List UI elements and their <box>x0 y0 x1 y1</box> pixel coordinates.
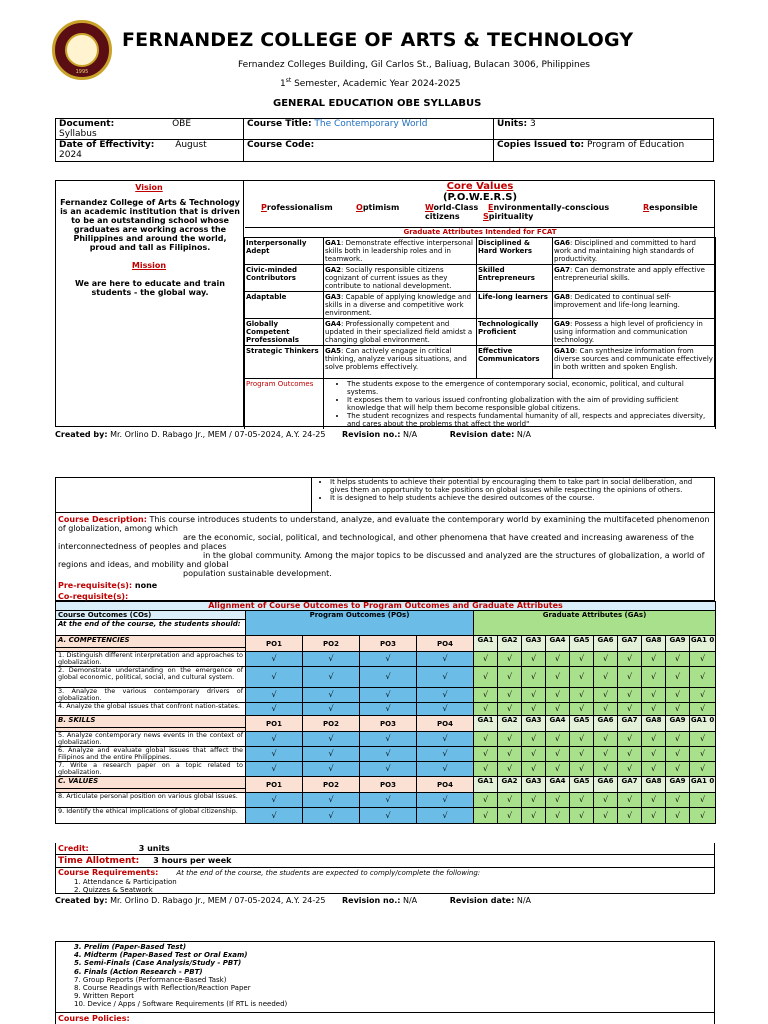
po-col-header: PO3 <box>360 716 417 732</box>
ga-check: √ <box>618 762 642 777</box>
co-header: Course Outcomes (COs) <box>56 611 246 620</box>
ga-col-header: GA1 <box>474 716 498 732</box>
ga-desc: GA10: Can synthesize information from diverse sources and communicate effectively in both written and spoken English. <box>553 346 716 379</box>
ga-check: √ <box>570 688 594 703</box>
ga-check: √ <box>618 732 642 747</box>
ga-check: √ <box>690 747 716 762</box>
ga-check: √ <box>594 732 618 747</box>
ga-row <box>245 319 716 346</box>
ga-col-header: GA1 0 <box>690 716 716 732</box>
po-check: √ <box>246 793 303 808</box>
po-check: √ <box>360 793 417 808</box>
po-col-header: PO4 <box>417 636 474 652</box>
requirements-list-1: 1. Attendance & Participation 2. Quizzes & Seatwork <box>74 878 177 894</box>
ga-check: √ <box>522 667 546 688</box>
ga-check: √ <box>618 808 642 824</box>
ga-check: √ <box>642 667 666 688</box>
ga-desc: GA7: Can demonstrate and apply effective entrepreneurial skills. <box>553 265 716 292</box>
ga-col-header: GA1 <box>474 777 498 793</box>
program-outcome-item: • The students expose to the emergence of contemporary social, economic, political, and cultural systems. <box>347 380 714 396</box>
po-check: √ <box>303 688 360 703</box>
po-col-header: PO1 <box>246 636 303 652</box>
ga-label: Strategic Thinkers <box>245 346 324 379</box>
program-outcome-item: • It is designed to help students achieve the desired outcomes of the course. <box>330 494 712 502</box>
ga-check: √ <box>570 652 594 667</box>
co-item-row <box>56 732 716 747</box>
course-title-cell: Course Title: The Contemporary World <box>244 119 494 140</box>
ga-check: √ <box>618 667 642 688</box>
ga-check: √ <box>546 667 570 688</box>
vision-label: Vision <box>135 183 163 192</box>
ga-check: √ <box>666 688 690 703</box>
po-check: √ <box>246 762 303 777</box>
co-group-label: A. COMPETENCIES <box>56 636 246 648</box>
prerequisite: Pre-requisite(s): none <box>58 581 158 590</box>
ga-check: √ <box>546 688 570 703</box>
ga-check: √ <box>546 747 570 762</box>
ga-check: √ <box>594 747 618 762</box>
ga-col-header: GA1 0 <box>690 636 716 652</box>
ga-desc: GA6: Disciplined and committed to hard work and maintaining high standards of productivity. <box>553 238 716 265</box>
ga-col-header: GA6 <box>594 636 618 652</box>
college-name: FERNANDEZ COLLEGE OF ARTS & TECHNOLOGY <box>122 29 634 51</box>
requirement-item: 8. Course Readings with Reflection/Reaction Paper <box>74 984 251 993</box>
footer-2: Created by: Mr. Orlino D. Rabago Jr., MEM / 07-05-2024, A.Y. 24-25 Revision no.: N/A Revision date: N/A <box>55 896 531 905</box>
ga-col-header: GA4 <box>546 716 570 732</box>
po-check: √ <box>360 652 417 667</box>
ga-check: √ <box>690 688 716 703</box>
ga-check: √ <box>570 732 594 747</box>
po-check: √ <box>246 703 303 716</box>
ga-check: √ <box>474 793 498 808</box>
ga-desc: GA9: Possess a high level of proficiency in using information and communication technology. <box>553 319 716 346</box>
po-col-header: PO4 <box>417 716 474 732</box>
ga-row <box>245 265 716 292</box>
mission-label: Mission <box>131 261 167 270</box>
ga-check: √ <box>642 732 666 747</box>
co-item: 3. Analyze the various contemporary drivers of globalization. <box>56 688 246 703</box>
ga-check: √ <box>522 703 546 716</box>
ga-check: √ <box>498 747 522 762</box>
ga-check: √ <box>690 703 716 716</box>
ga-label: Civic-minded Contributors <box>245 265 324 292</box>
ga-desc: GA3: Capable of applying knowledge and skills in a diverse and competitive work environment. <box>324 292 477 319</box>
program-outcomes-label: Program Outcomes <box>245 379 324 430</box>
requirement-item: 7. Group Reports (Performance-Based Task) <box>74 975 227 984</box>
po-check: √ <box>246 688 303 703</box>
po-check: √ <box>303 747 360 762</box>
ga-check: √ <box>498 762 522 777</box>
credit: Credit: 3 units <box>58 844 170 853</box>
po-check: √ <box>417 732 474 747</box>
ga-check: √ <box>666 808 690 824</box>
ga-table <box>244 237 716 429</box>
po-check: √ <box>303 652 360 667</box>
ga-check: √ <box>642 688 666 703</box>
vision-mission-column <box>56 181 244 426</box>
co-item: 8. Articulate personal position on various global issues. <box>56 793 246 808</box>
co-item-row <box>56 688 716 703</box>
ga-check: √ <box>594 808 618 824</box>
core-values-acronym: (P.O.W.E.R.S) <box>442 192 518 203</box>
ga-check: √ <box>594 652 618 667</box>
mission-text: We are here to educate and train students - the global way. <box>75 279 225 297</box>
ga-label: Technologically Proficient <box>477 319 553 346</box>
ga-check: √ <box>498 652 522 667</box>
ga-col-header: GA9 <box>666 777 690 793</box>
co-group-row <box>56 636 716 648</box>
co-item: 7. Write a research paper on a topic related to globalization. <box>56 762 246 777</box>
ga-col-header: GA6 <box>594 716 618 732</box>
ga-desc: GA5: Can actively engage in critical thinking, analyze various situations, and solve problems effectively. <box>324 346 477 379</box>
po-check: √ <box>246 808 303 824</box>
program-outcomes-row <box>245 379 716 430</box>
ga-col-header: GA4 <box>546 777 570 793</box>
ga-title: Graduate Attributes Intended for FCAT <box>245 227 715 237</box>
ga-check: √ <box>594 688 618 703</box>
po-col-header: PO1 <box>246 716 303 732</box>
ga-check: √ <box>690 793 716 808</box>
ga-check: √ <box>666 703 690 716</box>
alignment-title: Alignment of Course Outcomes to Program Outcomes and Graduate Attributes <box>56 602 716 611</box>
ga-check: √ <box>498 667 522 688</box>
ga-check: √ <box>498 688 522 703</box>
ga-check: √ <box>618 747 642 762</box>
ga-col-header: GA8 <box>642 636 666 652</box>
program-outcome-item: • It helps students to achieve their potential by encouraging them to take part in social deliberation, and gives them an opportunity to take positions on global issues while respecting the opinions of others. <box>330 478 712 494</box>
core-value-s: Spirituality <box>483 212 534 221</box>
po-check: √ <box>417 703 474 716</box>
ga-check: √ <box>522 793 546 808</box>
po-header: Program Outcomes (POs) <box>246 611 474 636</box>
ga-desc: GA4: Professionally competent and updated in their specialized field amidst a changing global environment. <box>324 319 477 346</box>
ga-check: √ <box>618 793 642 808</box>
ga-desc: GA1: Demonstrate effective interpersonal skills both in leadership roles and in teamwork. <box>324 238 477 265</box>
ga-check: √ <box>594 793 618 808</box>
po-col-header: PO2 <box>303 777 360 793</box>
ga-header: Graduate Attributes (GAs) <box>474 611 716 636</box>
po-check: √ <box>417 652 474 667</box>
ga-desc: GA2: Socially responsible citizens cognizant of current issues as they contribute to national development. <box>324 265 477 292</box>
ga-desc: GA8: Dedicated to continual self-improvement and life-long learning. <box>553 292 716 319</box>
effectivity-cell: Date of Effectivity: August 2024 <box>56 140 244 162</box>
po-check: √ <box>417 793 474 808</box>
ga-check: √ <box>666 667 690 688</box>
ga-check: √ <box>570 793 594 808</box>
ga-check: √ <box>522 762 546 777</box>
po-check: √ <box>246 652 303 667</box>
ga-label: Effective Communicators <box>477 346 553 379</box>
ga-check: √ <box>690 732 716 747</box>
po-col-header: PO3 <box>360 636 417 652</box>
ga-check: √ <box>474 747 498 762</box>
co-group-label: C. VALUES <box>56 777 246 789</box>
ga-check: √ <box>690 762 716 777</box>
ga-check: √ <box>642 793 666 808</box>
co-item: 5. Analyze contemporary news events in the context of globalization. <box>56 732 246 747</box>
ga-check: √ <box>498 793 522 808</box>
po-check: √ <box>303 793 360 808</box>
ga-check: √ <box>474 703 498 716</box>
requirement-item: 6. Finals (Action Research - PBT) <box>74 967 203 976</box>
corequisite: Co-requisite(s): <box>58 592 129 601</box>
ga-check: √ <box>522 808 546 824</box>
ga-check: √ <box>666 732 690 747</box>
po-check: √ <box>246 667 303 688</box>
ga-check: √ <box>570 762 594 777</box>
ga-check: √ <box>618 703 642 716</box>
core-value-e: Environmentally-conscious <box>488 203 610 212</box>
co-item-row <box>56 652 716 667</box>
co-item: 6. Analyze and evaluate global issues that affect the Filipinos and the entire Philippines. <box>56 747 246 762</box>
po-check: √ <box>360 667 417 688</box>
program-outcome-item: • It exposes them to various issued confronting globalization with the aim of providing sufficient knowledge that will help them become responsible global citizens. <box>347 396 714 412</box>
requirement-item: 5. Semi-Finals (Case Analysis/Study - PBT) <box>74 959 242 968</box>
co-item-row <box>56 747 716 762</box>
ga-check: √ <box>522 688 546 703</box>
po-col-header: PO2 <box>303 716 360 732</box>
ga-col-header: GA2 <box>498 777 522 793</box>
ga-check: √ <box>570 703 594 716</box>
requirements-continued <box>55 941 715 1013</box>
ga-label: Globally Competent Professionals <box>245 319 324 346</box>
document-cell: Document: OBE Syllabus <box>56 119 244 140</box>
units-cell: Units: 3 <box>494 119 714 140</box>
requirement-item: 4. Midterm (Paper-Based Test or Oral Exam) <box>74 951 248 960</box>
course-code-cell: Course Code: <box>244 140 494 162</box>
ga-check: √ <box>594 667 618 688</box>
requirement-item: 9. Written Report <box>74 992 134 1001</box>
ga-row <box>245 238 716 265</box>
ga-col-header: GA7 <box>618 716 642 732</box>
ga-check: √ <box>522 732 546 747</box>
po-check: √ <box>246 747 303 762</box>
policies-box <box>55 1013 715 1024</box>
ga-label: Skilled Entrepreneurs <box>477 265 553 292</box>
ga-check: √ <box>546 732 570 747</box>
info-table <box>55 118 714 162</box>
ga-check: √ <box>498 808 522 824</box>
ga-check: √ <box>546 808 570 824</box>
po-check: √ <box>417 808 474 824</box>
po-check: √ <box>303 762 360 777</box>
co-item-row <box>56 808 716 824</box>
co-group-row <box>56 716 716 728</box>
program-outcome-item: • The student recognizes and respects fundamental humanity of all, respects and appreciates diversity, and cares about the problems that affect the world" <box>347 412 714 428</box>
ga-col-header: GA8 <box>642 777 666 793</box>
co-item: 9. Identify the ethical implications of global citizenship. <box>56 808 246 824</box>
ga-check: √ <box>666 762 690 777</box>
course-policies: Course Policies: <box>58 1014 130 1023</box>
ga-check: √ <box>522 747 546 762</box>
ga-check: √ <box>690 808 716 824</box>
college-address: Fernandez Colleges Building, Gil Carlos St., Baliuag, Bulacan 3006, Philippines <box>238 60 590 70</box>
po-col-header: PO4 <box>417 777 474 793</box>
ga-check: √ <box>474 688 498 703</box>
ga-col-header: GA9 <box>666 716 690 732</box>
core-value-p: Professionalism <box>261 203 333 212</box>
ga-label: Interpersonally Adept <box>245 238 324 265</box>
requirement-item: 10. Device / Apps / Software Requirements (If RTL is needed) <box>74 1000 288 1009</box>
po-check: √ <box>417 747 474 762</box>
credit-box <box>55 843 715 894</box>
po-check: √ <box>360 732 417 747</box>
co-item: 2. Demonstrate understanding on the emergence of global economic, political, social, and cultural system. <box>56 667 246 688</box>
co-item-row <box>56 703 716 716</box>
ga-col-header: GA9 <box>666 636 690 652</box>
co-item: 4. Analyze the global issues that confront nation-states. <box>56 703 246 716</box>
po-continued-box <box>55 477 715 513</box>
ga-check: √ <box>618 652 642 667</box>
po-col-header: PO1 <box>246 777 303 793</box>
co-item-row <box>56 762 716 777</box>
ga-col-header: GA2 <box>498 716 522 732</box>
po-check: √ <box>360 688 417 703</box>
ga-check: √ <box>546 762 570 777</box>
doc-title: GENERAL EDUCATION OBE SYLLABUS <box>273 98 482 109</box>
po-check: √ <box>246 732 303 747</box>
college-logo <box>52 20 112 80</box>
ga-check: √ <box>570 667 594 688</box>
po-check: √ <box>417 762 474 777</box>
ga-check: √ <box>474 732 498 747</box>
ga-check: √ <box>474 808 498 824</box>
ga-check: √ <box>618 688 642 703</box>
ga-check: √ <box>570 808 594 824</box>
ga-col-header: GA7 <box>618 777 642 793</box>
co-intro: At the end of the course, the students should: <box>56 620 246 636</box>
ga-check: √ <box>594 762 618 777</box>
ga-row <box>245 292 716 319</box>
course-desc-box <box>55 513 715 601</box>
ga-check: √ <box>474 762 498 777</box>
ga-check: √ <box>546 793 570 808</box>
ga-check: √ <box>498 703 522 716</box>
co-group-label: B. SKILLS <box>56 716 246 728</box>
alignment-header-row <box>56 611 716 620</box>
ga-check: √ <box>690 667 716 688</box>
ga-col-header: GA6 <box>594 777 618 793</box>
po-continued-list <box>316 478 712 502</box>
ga-col-header: GA1 <box>474 636 498 652</box>
po-check: √ <box>417 667 474 688</box>
core-values-list <box>245 203 715 225</box>
ga-check: √ <box>642 703 666 716</box>
ga-label: Adaptable <box>245 292 324 319</box>
requirements: Course Requirements: At the end of the course, the students are expected to comply/complete the following: <box>58 868 481 877</box>
ga-col-header: GA8 <box>642 716 666 732</box>
ga-col-header: GA5 <box>570 777 594 793</box>
logo-year: 1995 <box>75 69 89 75</box>
footer-1: Created by: Mr. Orlino D. Rabago Jr., MEM / 07-05-2024, A.Y. 24-25 Revision no.: N/A Revision date: N/A <box>55 430 531 439</box>
ga-col-header: GA3 <box>522 716 546 732</box>
ga-col-header: GA7 <box>618 636 642 652</box>
semester-line: 1st Semester, Academic Year 2024-2025 <box>280 77 461 89</box>
ga-col-header: GA2 <box>498 636 522 652</box>
ga-col-header: GA1 0 <box>690 777 716 793</box>
ga-check: √ <box>474 667 498 688</box>
co-item-row <box>56 667 716 688</box>
po-check: √ <box>303 732 360 747</box>
vision-text: Fernandez College of Arts & Technology is an academic institution that is driven to be an outstanding school whose graduates are working across the Philippines and around the world, proud and tall as Filipinos. <box>60 198 240 252</box>
po-col-header: PO2 <box>303 636 360 652</box>
core-value-o: Optimism <box>356 203 400 212</box>
ga-check: √ <box>642 808 666 824</box>
ga-check: √ <box>522 652 546 667</box>
ga-check: √ <box>570 747 594 762</box>
core-values-title: Core Values <box>446 181 514 192</box>
alignment-title-row <box>56 602 716 611</box>
ga-col-header: GA5 <box>570 716 594 732</box>
co-group-row <box>56 777 716 789</box>
po-check: √ <box>303 703 360 716</box>
ga-check: √ <box>642 747 666 762</box>
ga-check: √ <box>642 762 666 777</box>
requirement-item: 3. Prelim (Paper-Based Test) <box>74 943 187 951</box>
po-check: √ <box>360 703 417 716</box>
po-check: √ <box>360 808 417 824</box>
ga-col-header: GA4 <box>546 636 570 652</box>
vm-box <box>55 180 715 427</box>
ga-check: √ <box>594 703 618 716</box>
ga-check: √ <box>546 703 570 716</box>
ga-check: √ <box>666 793 690 808</box>
ga-check: √ <box>474 652 498 667</box>
ga-check: √ <box>666 652 690 667</box>
po-check: √ <box>360 747 417 762</box>
alignment-table <box>55 601 716 824</box>
ga-col-header: GA3 <box>522 777 546 793</box>
po-check: √ <box>360 762 417 777</box>
ga-label: Life-long learners <box>477 292 553 319</box>
co-item-row <box>56 793 716 808</box>
po-col-header: PO3 <box>360 777 417 793</box>
po-check: √ <box>417 688 474 703</box>
core-value-w: World-Class citizens <box>425 203 479 221</box>
co-item: 1. Distinguish different interpretation and approaches to globalization. <box>56 652 246 667</box>
ga-check: √ <box>666 747 690 762</box>
ga-col-header: GA3 <box>522 636 546 652</box>
ga-label: Disciplined & Hard Workers <box>477 238 553 265</box>
ga-check: √ <box>498 732 522 747</box>
ga-check: √ <box>546 652 570 667</box>
ga-check: √ <box>690 652 716 667</box>
course-description: Course Description: This course introduces students to understand, analyze, and evaluate the contemporary world by examining the multifaceted phenomenon of globalization, among which are the economic, social, political, and technological, and other phenomena that have created and increasing awareness of the interconnectedness of peoples and places in the global community. Among the major topics to be discussed and analyzed are the structures of globalization, a world of regions and ideas, and mobility and global population sustainable development. <box>58 515 710 578</box>
ga-row <box>245 346 716 379</box>
po-check: √ <box>303 667 360 688</box>
copies-cell: Copies Issued to: Program of Education <box>494 140 714 162</box>
ga-col-header: GA5 <box>570 636 594 652</box>
core-value-r: Responsible <box>643 203 698 212</box>
ga-check: √ <box>642 652 666 667</box>
po-check: √ <box>303 808 360 824</box>
time-allotment: Time Allotment: 3 hours per week <box>58 856 232 866</box>
